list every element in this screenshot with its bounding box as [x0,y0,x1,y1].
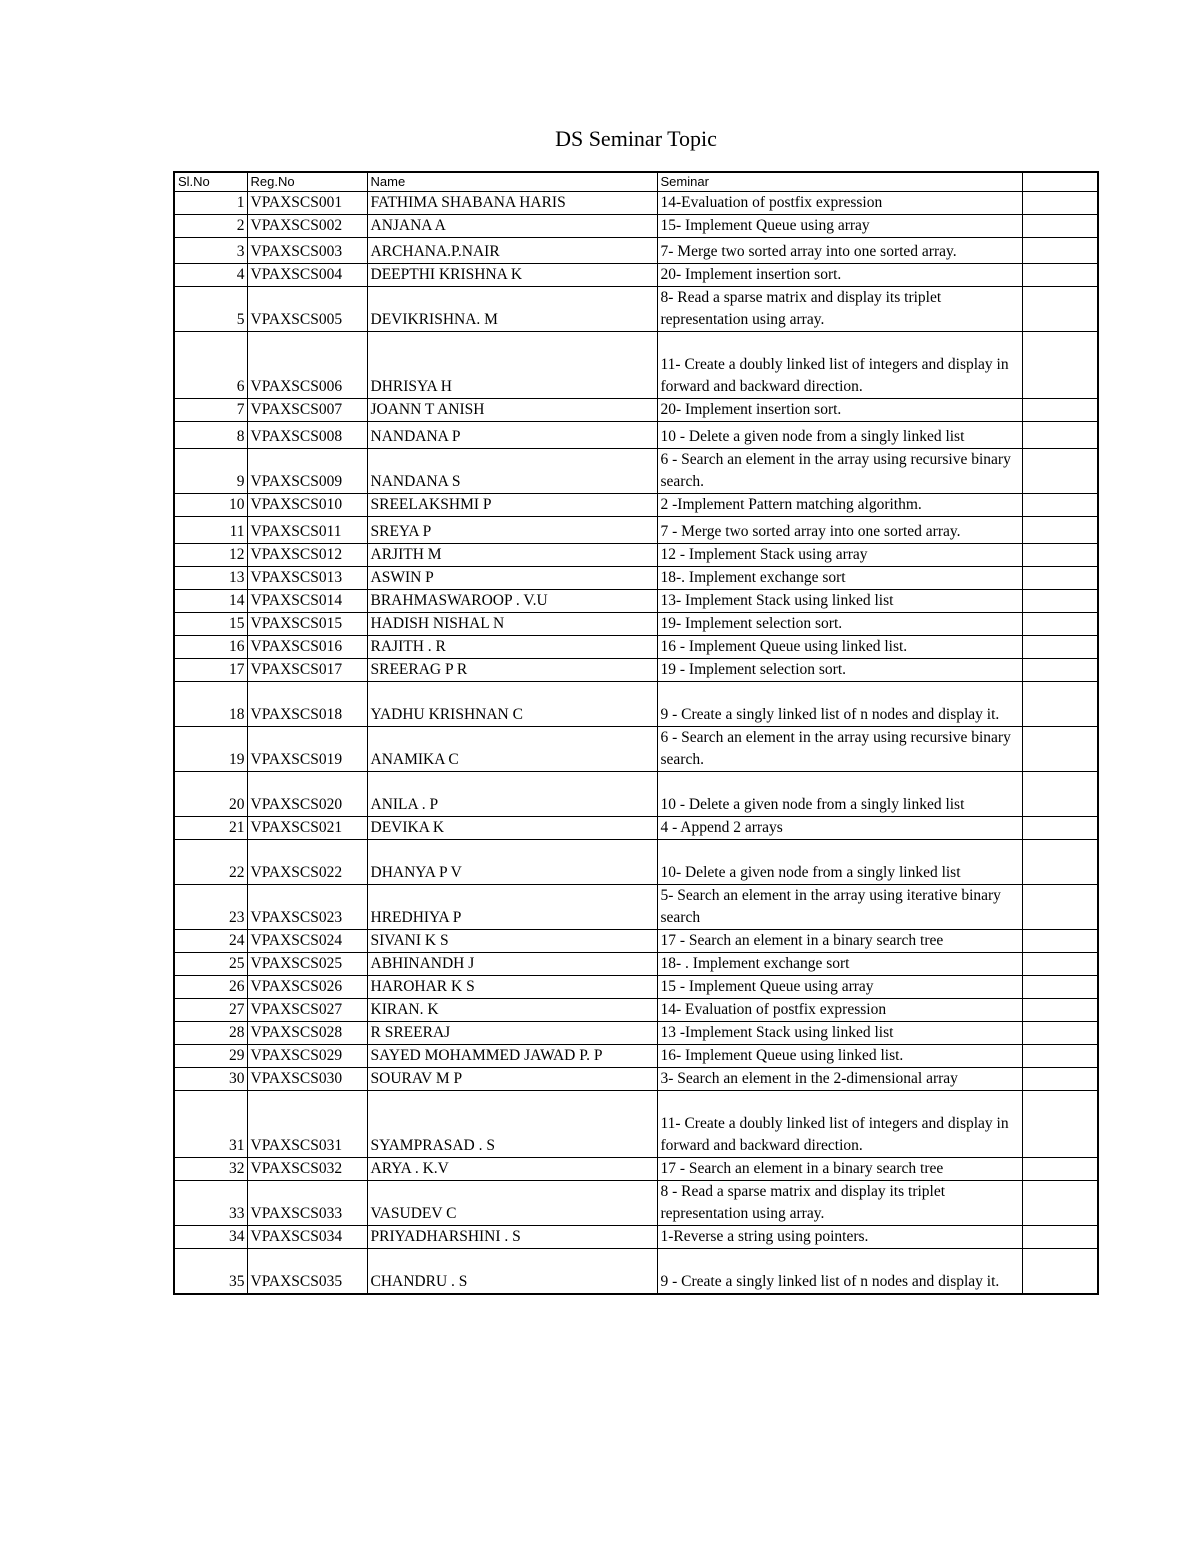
cell-reg-no: VPAXSCS032 [247,1158,367,1181]
cell-blank [1022,332,1098,399]
cell-blank [1022,590,1098,613]
cell-reg-no: VPAXSCS018 [247,682,367,727]
cell-reg-no: VPAXSCS020 [247,772,367,817]
cell-reg-no: VPAXSCS014 [247,590,367,613]
cell-seminar: 7- Merge two sorted array into one sorted array. [657,238,1022,264]
cell-blank [1022,976,1098,999]
cell-reg-no: VPAXSCS035 [247,1249,367,1294]
cell-seminar: 10 - Delete a given node from a singly linked list [657,772,1022,817]
cell-blank [1022,449,1098,494]
cell-seminar: 6 - Search an element in the array using recursive binary search. [657,449,1022,494]
cell-sl-no: 8 [174,422,247,449]
table-row [174,885,1098,930]
cell-reg-no: VPAXSCS004 [247,264,367,287]
cell-sl-no: 10 [174,494,247,517]
cell-reg-no: VPAXSCS007 [247,399,367,422]
cell-blank [1022,422,1098,449]
table-row [174,1158,1098,1181]
cell-seminar: 9 - Create a singly linked list of n nodes and display it. [657,682,1022,727]
table-row [174,264,1098,287]
cell-blank [1022,613,1098,636]
cell-blank [1022,544,1098,567]
cell-reg-no: VPAXSCS033 [247,1181,367,1226]
cell-seminar: 10 - Delete a given node from a singly linked list [657,422,1022,449]
cell-reg-no: VPAXSCS025 [247,953,367,976]
cell-reg-no: VPAXSCS002 [247,215,367,238]
cell-seminar: 16- Implement Queue using linked list. [657,1045,1022,1068]
table-row [174,192,1098,215]
table-row [174,999,1098,1022]
cell-blank [1022,885,1098,930]
cell-sl-no: 29 [174,1045,247,1068]
cell-blank [1022,1045,1098,1068]
cell-seminar: 4 - Append 2 arrays [657,817,1022,840]
cell-seminar: 13- Implement Stack using linked list [657,590,1022,613]
cell-blank [1022,1181,1098,1226]
cell-name: NANDANA P [367,422,657,449]
cell-seminar: 13 -Implement Stack using linked list [657,1022,1022,1045]
cell-blank [1022,1226,1098,1249]
cell-seminar: 17 - Search an element in a binary search tree [657,1158,1022,1181]
cell-sl-no: 17 [174,659,247,682]
cell-name: HADISH NISHAL N [367,613,657,636]
cell-sl-no: 22 [174,840,247,885]
cell-name: ABHINANDH J [367,953,657,976]
cell-sl-no: 18 [174,682,247,727]
table-row [174,1226,1098,1249]
table-row [174,659,1098,682]
table-row [174,517,1098,544]
cell-seminar: 6 - Search an element in the array using recursive binary search. [657,727,1022,772]
cell-blank [1022,682,1098,727]
cell-blank [1022,287,1098,332]
cell-sl-no: 27 [174,999,247,1022]
table-row [174,1091,1098,1158]
cell-blank [1022,817,1098,840]
header-reg-no: Reg.No [247,172,367,192]
cell-reg-no: VPAXSCS015 [247,613,367,636]
cell-blank [1022,1249,1098,1294]
cell-sl-no: 26 [174,976,247,999]
seminar-table [173,171,1099,1295]
cell-seminar: 14- Evaluation of postfix expression [657,999,1022,1022]
cell-blank [1022,953,1098,976]
cell-sl-no: 3 [174,238,247,264]
cell-blank [1022,517,1098,544]
cell-sl-no: 30 [174,1068,247,1091]
cell-name: DEEPTHI KRISHNA K [367,264,657,287]
cell-reg-no: VPAXSCS011 [247,517,367,544]
cell-blank [1022,264,1098,287]
cell-sl-no: 5 [174,287,247,332]
cell-reg-no: VPAXSCS029 [247,1045,367,1068]
cell-name: SAYED MOHAMMED JAWAD P. P [367,1045,657,1068]
cell-name: SREYA P [367,517,657,544]
cell-blank [1022,567,1098,590]
cell-reg-no: VPAXSCS030 [247,1068,367,1091]
cell-reg-no: VPAXSCS034 [247,1226,367,1249]
table-row [174,840,1098,885]
table-row [174,727,1098,772]
cell-seminar: 19 - Implement selection sort. [657,659,1022,682]
cell-blank [1022,494,1098,517]
cell-reg-no: VPAXSCS005 [247,287,367,332]
cell-blank [1022,1158,1098,1181]
table-row [174,636,1098,659]
cell-blank [1022,999,1098,1022]
table-row [174,544,1098,567]
cell-reg-no: VPAXSCS027 [247,999,367,1022]
cell-seminar: 16 - Implement Queue using linked list. [657,636,1022,659]
cell-reg-no: VPAXSCS016 [247,636,367,659]
cell-reg-no: VPAXSCS001 [247,192,367,215]
cell-name: SYAMPRASAD . S [367,1091,657,1158]
cell-seminar: 8- Read a sparse matrix and display its triplet representation using array. [657,287,1022,332]
cell-seminar: 5- Search an element in the array using iterative binary search [657,885,1022,930]
cell-sl-no: 28 [174,1022,247,1045]
cell-reg-no: VPAXSCS031 [247,1091,367,1158]
cell-reg-no: VPAXSCS026 [247,976,367,999]
table-row [174,613,1098,636]
table-row [174,772,1098,817]
table-row [174,953,1098,976]
cell-name: SREELAKSHMI P [367,494,657,517]
cell-reg-no: VPAXSCS013 [247,567,367,590]
cell-reg-no: VPAXSCS012 [247,544,367,567]
cell-sl-no: 11 [174,517,247,544]
table-row [174,449,1098,494]
cell-sl-no: 32 [174,1158,247,1181]
table-row [174,1181,1098,1226]
cell-blank [1022,399,1098,422]
cell-name: ANILA . P [367,772,657,817]
table-row [174,1045,1098,1068]
cell-name: ARCHANA.P.NAIR [367,238,657,264]
table-row [174,1068,1098,1091]
cell-blank [1022,215,1098,238]
table-row [174,590,1098,613]
cell-blank [1022,930,1098,953]
cell-reg-no: VPAXSCS009 [247,449,367,494]
table-row [174,422,1098,449]
table-row [174,817,1098,840]
cell-name: DEVIKA K [367,817,657,840]
cell-sl-no: 21 [174,817,247,840]
cell-seminar: 17 - Search an element in a binary search tree [657,930,1022,953]
cell-blank [1022,727,1098,772]
cell-sl-no: 15 [174,613,247,636]
cell-name: ARYA . K.V [367,1158,657,1181]
cell-sl-no: 13 [174,567,247,590]
cell-reg-no: VPAXSCS008 [247,422,367,449]
cell-seminar: 2 -Implement Pattern matching algorithm. [657,494,1022,517]
cell-reg-no: VPAXSCS003 [247,238,367,264]
header-seminar: Seminar [657,172,1022,192]
cell-name: DHRISYA H [367,332,657,399]
table-row [174,215,1098,238]
table-row [174,332,1098,399]
cell-reg-no: VPAXSCS021 [247,817,367,840]
cell-sl-no: 23 [174,885,247,930]
table-row [174,399,1098,422]
cell-blank [1022,1091,1098,1158]
cell-blank [1022,772,1098,817]
cell-sl-no: 6 [174,332,247,399]
cell-sl-no: 9 [174,449,247,494]
cell-name: ARJITH M [367,544,657,567]
cell-seminar: 19- Implement selection sort. [657,613,1022,636]
cell-reg-no: VPAXSCS019 [247,727,367,772]
cell-sl-no: 12 [174,544,247,567]
cell-sl-no: 14 [174,590,247,613]
cell-seminar: 10- Delete a given node from a singly linked list [657,840,1022,885]
cell-sl-no: 2 [174,215,247,238]
cell-sl-no: 20 [174,772,247,817]
table-row [174,494,1098,517]
table-row [174,976,1098,999]
table-header-row [174,172,1098,192]
cell-name: SIVANI K S [367,930,657,953]
table-row [174,238,1098,264]
cell-reg-no: VPAXSCS017 [247,659,367,682]
cell-reg-no: VPAXSCS006 [247,332,367,399]
cell-name: YADHU KRISHNAN C [367,682,657,727]
header-sl-no: Sl.No [174,172,247,192]
cell-seminar: 3- Search an element in the 2-dimensional array [657,1068,1022,1091]
cell-name: VASUDEV C [367,1181,657,1226]
cell-reg-no: VPAXSCS028 [247,1022,367,1045]
cell-name: CHANDRU . S [367,1249,657,1294]
cell-blank [1022,192,1098,215]
cell-name: BRAHMASWAROOP . V.U [367,590,657,613]
cell-seminar: 20- Implement insertion sort. [657,399,1022,422]
cell-blank [1022,1022,1098,1045]
cell-name: DHANYA P V [367,840,657,885]
cell-reg-no: VPAXSCS022 [247,840,367,885]
cell-blank [1022,238,1098,264]
cell-seminar: 18- . Implement exchange sort [657,953,1022,976]
cell-seminar: 7 - Merge two sorted array into one sorted array. [657,517,1022,544]
cell-seminar: 18-. Implement exchange sort [657,567,1022,590]
header-name: Name [367,172,657,192]
cell-name: KIRAN. K [367,999,657,1022]
table-row [174,567,1098,590]
cell-seminar: 15- Implement Queue using array [657,215,1022,238]
cell-name: R SREERAJ [367,1022,657,1045]
header-blank [1022,172,1098,192]
table-row [174,287,1098,332]
cell-sl-no: 34 [174,1226,247,1249]
cell-sl-no: 25 [174,953,247,976]
cell-name: PRIYADHARSHINI . S [367,1226,657,1249]
cell-name: HREDHIYA P [367,885,657,930]
cell-seminar: 1-Reverse a string using pointers. [657,1226,1022,1249]
cell-name: SREERAG P R [367,659,657,682]
cell-seminar: 12 - Implement Stack using array [657,544,1022,567]
cell-name: RAJITH . R [367,636,657,659]
cell-blank [1022,659,1098,682]
cell-reg-no: VPAXSCS024 [247,930,367,953]
cell-seminar: 11- Create a doubly linked list of integers and display in forward and backward direction. [657,332,1022,399]
cell-name: JOANN T ANISH [367,399,657,422]
cell-blank [1022,840,1098,885]
cell-seminar: 15 - Implement Queue using array [657,976,1022,999]
cell-name: ANJANA A [367,215,657,238]
cell-seminar: 14-Evaluation of postfix expression [657,192,1022,215]
cell-seminar: 8 - Read a sparse matrix and display its triplet representation using array. [657,1181,1022,1226]
cell-reg-no: VPAXSCS010 [247,494,367,517]
cell-sl-no: 1 [174,192,247,215]
cell-reg-no: VPAXSCS023 [247,885,367,930]
cell-seminar: 11- Create a doubly linked list of integers and display in forward and backward direction. [657,1091,1022,1158]
cell-sl-no: 7 [174,399,247,422]
cell-sl-no: 33 [174,1181,247,1226]
cell-blank [1022,636,1098,659]
cell-blank [1022,1068,1098,1091]
table-row [174,682,1098,727]
cell-name: HAROHAR K S [367,976,657,999]
cell-sl-no: 16 [174,636,247,659]
cell-name: ASWIN P [367,567,657,590]
document-title: DS Seminar Topic [555,126,717,151]
cell-name: DEVIKRISHNA. M [367,287,657,332]
cell-sl-no: 19 [174,727,247,772]
table-row [174,1249,1098,1294]
table-row [174,1022,1098,1045]
cell-seminar: 9 - Create a singly linked list of n nodes and display it. [657,1249,1022,1294]
cell-seminar: 20- Implement insertion sort. [657,264,1022,287]
cell-sl-no: 4 [174,264,247,287]
cell-name: ANAMIKA C [367,727,657,772]
table-row [174,930,1098,953]
cell-name: FATHIMA SHABANA HARIS [367,192,657,215]
cell-name: NANDANA S [367,449,657,494]
cell-name: SOURAV M P [367,1068,657,1091]
cell-sl-no: 24 [174,930,247,953]
cell-sl-no: 31 [174,1091,247,1158]
cell-sl-no: 35 [174,1249,247,1294]
